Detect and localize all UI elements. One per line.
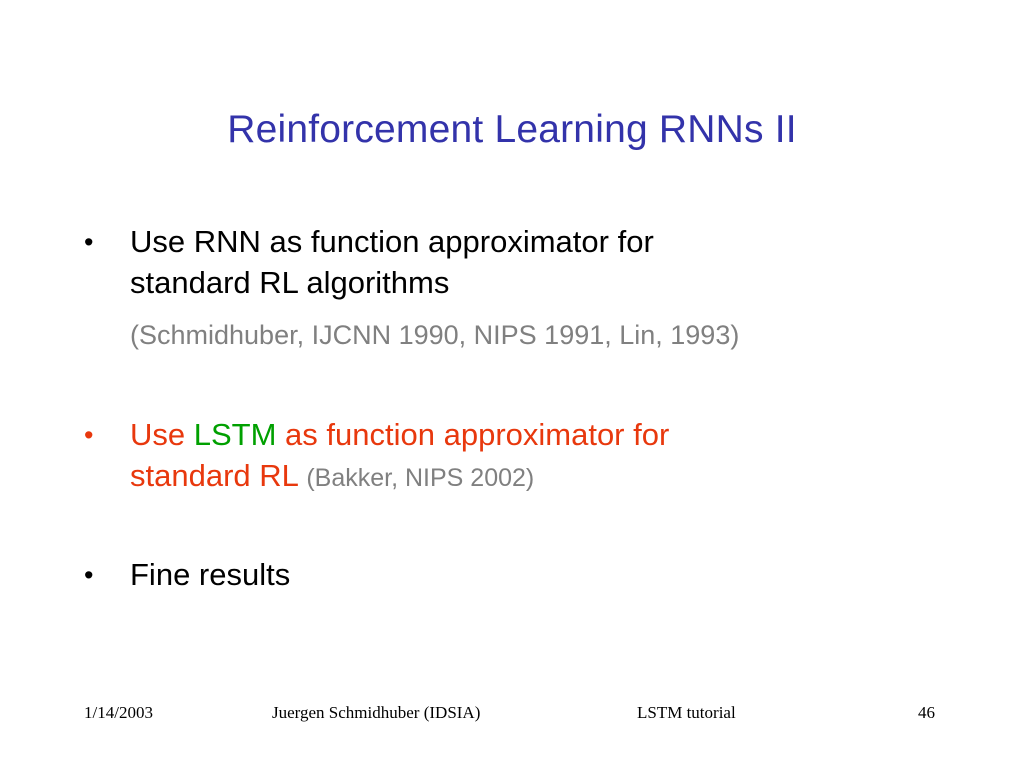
footer-page-number: 46 xyxy=(918,703,935,722)
bullet-marker-icon: • xyxy=(84,419,94,450)
bullet-item-1 xyxy=(84,222,964,304)
bullet-2-suffix: as function approximator for xyxy=(276,416,670,452)
citation-2: (Bakker, NIPS 2002) xyxy=(306,463,535,492)
bullet-2-prefix: Use xyxy=(130,416,194,452)
bullet-text-3: Fine results xyxy=(130,556,291,592)
footer-date: 1/14/2003 xyxy=(84,703,153,722)
bullet-item-3 xyxy=(84,555,964,596)
slide-footer xyxy=(0,703,1024,729)
citation-1: (Schmidhuber, IJCNN 1990, NIPS 1991, Lin, 1993) xyxy=(130,319,740,350)
bullet-1-line-2: standard RL algorithms xyxy=(130,264,450,300)
spacer-2 xyxy=(84,497,964,555)
bullet-text-1 xyxy=(130,222,964,304)
bullet-1-line-1: Use RNN as function approximator for xyxy=(130,224,654,259)
footer-author: Juergen Schmidhuber (IDSIA) xyxy=(272,703,481,722)
bullet-2-highlight: LSTM xyxy=(193,416,277,452)
bullet-text-2 xyxy=(130,415,964,497)
page-title: Reinforcement Learning RNNs II xyxy=(227,108,797,151)
bullet-2-line-2: standard RL xyxy=(130,457,298,493)
bullet-item-2 xyxy=(84,415,964,497)
bullet-marker-icon: • xyxy=(84,227,94,257)
slide-body xyxy=(84,222,964,596)
footer-topic: LSTM tutorial xyxy=(637,703,736,722)
bullet-marker-icon: • xyxy=(84,559,94,590)
spacer-1 xyxy=(84,353,964,415)
